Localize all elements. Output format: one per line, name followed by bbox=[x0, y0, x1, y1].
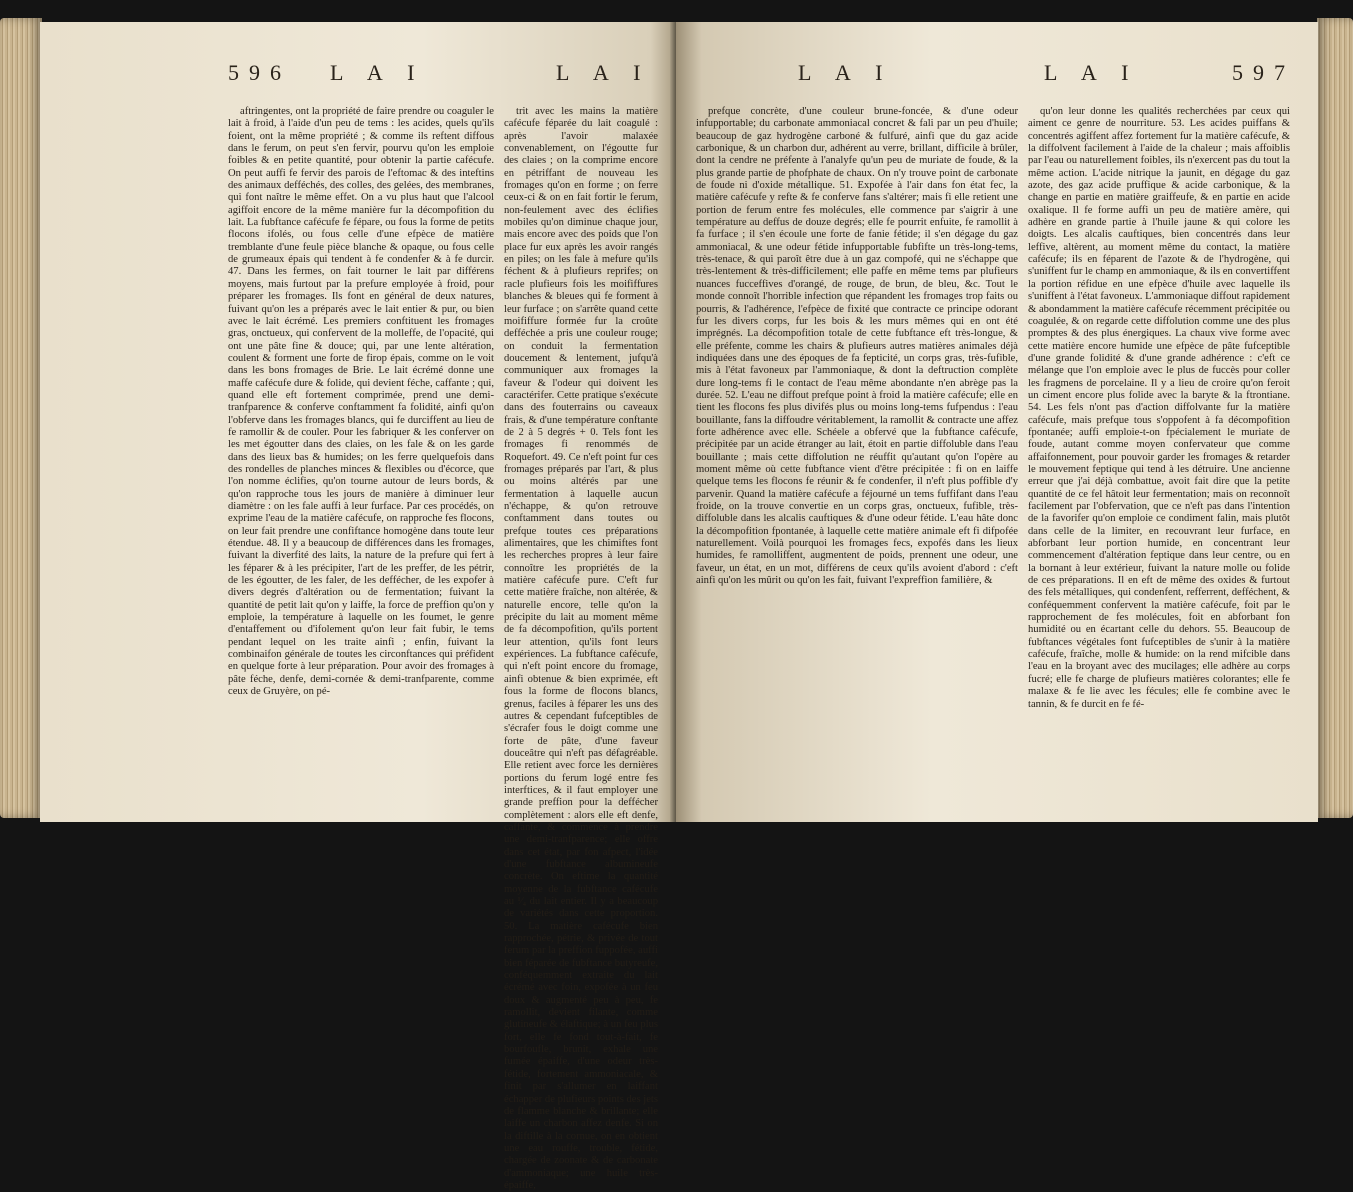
left-column-1 bbox=[228, 106, 494, 699]
left-column-2-text: trit avec les mains la matière cafécufe féparée du lait coagulé : après l'avoir malaxée convenablement, on l'égoutte fur des claies ; on la comprime encore en pétriffant de nouveau les fromages qu'on en forme ; on ferre ceux-ci & on en fait fortir le ferum, non-feulement avec des éclifies mobiles qu'on diminue chaque jour, mais encore avec des poids que l'on place fur eux après les avoir rangés en piles; on les fale à mefure qu'ils féchent & à plufieurs reprifes; on racle plufieurs fois les moififfures blanches & bleues qui fe forment à leur furface ; on s'arrête quand cette moififfure formée fur la croûte defféchée a pris une couleur rouge; on conduit la fermentation doucement & lentement, jufqu'à communiquer aux fromages la faveur & l'odeur qui doivent les caractérifer. Cette pratique s'exécute dans des fouterrains ou caveaux frais, & d'une température conftante de 2 à 5 degrés + 0. Tels font les fromages fi renommés de Roquefort. 49. Ce n'eft point fur ces fromages préparés par l'art, & plus ou moins altérés par une fermentation à laquelle aucun n'échappe, & qu'on retrouve conftamment dans toutes ou prefque toutes ces préparations alimentaires, que les chimiftes font les recherches propres à leur faire connoître les propriétés de la matière cafécufe pure. C'eft fur cette matière fraîche, non altérée, & naturelle encore, telle qu'on la précipite du lait au moment même de fa décompofition, qu'ils portent leur attention, qu'ils font leurs expériences. La fubftance cafécufe, qui n'eft point encore du fromage, ainfi obtenue & bien exprimée, eft fous la forme de flocons blancs, grenus, faciles à féparer les uns des autres & cependant fufceptibles de s'écrafer fous le doigt comme une forte de pâte, d'une faveur douceâtre qui n'eft pas défagréable. Elle retient avec force les dernières portions du ferum logé entre fes interftices, & il faut employer une grande preffion pour la deffécher complètement : alors elle eft denfe, caffante, & commence à prendre une demi-tranfparence; elle offre dans cet état, par fon afpect, l'idée d'une fubftance albumineufe concrète. On eftime la quantité moyenne de la fubftance cafécufe au ¹⁄₄ du lait entier. Il y a beaucoup de variétés dans cette proportion. 50. La matière cafécufe bien rapprochée, pétrie, & privée de tout ferum par la preffion fuppofée, auffi bien féparée de fubftance butyreufe, conféquemment extraite du lait écrémé avec foin, expofée à un feu doux & augmenté peu à peu, fe ramollit, devient filante, comme glutineufe & élaftique; à un feu plus fort, elle fe fond tout-à-fait, fe bourfoufle, brunit, exhale une fumée épaiffe, d'une odeur très-fétide, fortement ammoniacale, & finit par s'allumer en laiffant échapper de plufieurs points des jets de flamme blanche & brillante; elle laiffe un charbon affez denfe. Si on la diftille à la cornue, on en obtient une eau rouffe, trouble, fétide, chargée de zoonate & de carbonate d'ammoniaque; une huile très-épaiffe, bbox=[504, 106, 658, 1191]
right-head-right: L A I bbox=[1044, 60, 1139, 85]
right-column-1-text: prefque concrète, d'une couleur brune-foncée, & d'une odeur infupportable; du carbonate ammoniacal concret & fali par un peu d'huile; beaucoup de gaz hydrogène carboné & fulfuré, ainfi que du gaz acide carbonique, & un charbon dur, adhérent au verre, brillant, difficile à brûler, dont la cendre ne préfente à l'analyfe qu'un peu de muriate de foude, & la plus grande partie de phofphate de chaux. On n'y trouve point de carbonate de foude ni d'oxide métallique. 51. Expofée à l'air dans fon état fec, la matière cafécufe y refte & fe conferve fans s'altérer; mais fi elle retient une portion de ferum entre fes molécules, elle commence par s'aigrir à une température au deffus de douze degrés; elle fe pourrit enfuite, fe ramollit à fa furface ; il s'en écoule une forte de fanie fétide; il s'en dégage du gaz ammoniacal, & une odeur fétide infupportable fubfifte un très-long-tems, très-tenace, & qui paroît être due à un gaz compofé, qui ne s'échappe que très-lentement & très-difficilement; elle paffe en même tems par plufieurs nuances fucceffives d'orangé, de rouge, de brun, de bleu, &c. Tout le monde connoît l'horrible infection que répandent les fromages trop faits ou pourris, & l'adhérence, l'efpèce de fixité que contracte ce principe odorant fur les divers corps, fur les bois & les murs mêmes qui en ont été imprégnés. La décompofition totale de cette fubftance eft très-longue, & elle préfente, comme les chairs & plufieurs autres matières animales déjà indiquées dans une des époques de fa fepticité, un corps gras, très-fufible, mis à l'état favoneux par l'ammoniaque, & dont la deftruction complète dure long-tems fi le contact de l'eau même abondante n'en abrège pas la durée. 52. L'eau ne diffout prefque point à froid la matière cafécufe; elle en tient les flocons fes plus divifés plus ou moins long-tems fufpendus : l'eau bouillante, fans la diffoudre véritablement, la ramollit & contracte une affez forte adhérence avec elle. Schéele a obfervé que la fubftance cafécufe, précipitée par un acide étranger au lait, étoit en partie diffoluble dans l'eau bouillante ; mais cette diffolution ne réuffit qu'autant qu'on l'opère au moment même où cette fubftance vient d'être précipitée : fi on en laiffe quelque tems les flocons fe réunir & fe condenfer, il n'eft plus poffible d'y parvenir. Quand la matière cafécufe a féjourné un tems fuffifant dans l'eau froide, on la trouve convertie en un corps gras, onctueux, fufible, très-diffoluble dans les alcalis cauftiques & d'une odeur fétide. L'eau hâte donc la décompofition fpontanée, à laquelle cette matière animale eft fi difpofée naturellement. Voilà pourquoi les fromages fecs, expofés dans les lieux humides, fe ramolliffent, augmentent de poids, prennent une odeur, une faveur, un état, en un mot, différens de ceux qu'ils avoient d'abord : c'eft ainfi qu'on les mûrit ou qu'on les fait, fuivant l'expreffion familière, & bbox=[696, 106, 1018, 587]
right-page-block-edge bbox=[1317, 18, 1353, 818]
left-page-block-edge bbox=[0, 18, 42, 818]
left-column-2 bbox=[504, 106, 658, 1192]
right-column-2-text: qu'on leur donne les qualités recherchées par ceux qui aiment ce genre de nourriture. 53. Les acides puiffans & concentrés agiffent affez fortement fur la matière cafécufe, & la diffolvent facilement à l'aide de la chaleur ; mais affoiblis par l'eau ou naturellement foibles, ils n'exercent pas du tout la même action. L'acide nitrique la jaunit, en dégage du gaz azote, des gaz acide pruffique & acide carbonique, & la change en partie en matière graiffeufe, & en partie en acide oxalique. Il fe forme auffi un peu de matière amère, qui adhère en grande partie à l'huile jaune & qui colore les doigts. Les alcalis cauftiques, bien concentrés dans leur leffive, altèrent, au moment même du contact, la matière cafécufe; ils en féparent de l'azote & de l'hydrogène, qui s'uniffent fur le champ en ammoniaque, & ils en convertiffent la portion réfidue en une efpèce d'huile avec laquelle ils s'uniffent à l'état favoneux. L'ammoniaque diffout rapidement & abondamment la matière cafécufe récemment précipitée ou coagulée, & on regarde cette diffolution comme une des plus promptes & des plus énergiques. La chaux vive forme avec cette matière encore humide une efpèce de pâte fufceptible d'une grande folidité & d'une grande adhérence : c'eft ce mélange que l'on emploie avec le plus de fuccès pour coller les fragmens de porcelaine. Il y a lieu de croire qu'on feroit un ciment encore plus folide avec la baryte & la ftrontiane. 54. Les fels n'ont pas d'action diffolvante fur la matière cafécufe, mais prefque tous s'oppofent à fa décompofition fpontanée; auffi emploie-t-on fpécialement le muriate de foude, autant comme moyen confervateur que comme affaifonnement, pour pouvoir garder les fromages & retarder le mouvement feptique qui tend à les détruire. Une ancienne erreur que j'ai déjà combattue, avoit fait dire que la petite quantité de ce fel hâtoit leur fermentation; mais on reconnoît facilement par l'obfervation, que ce n'eft pas dans l'intention de la favorifer qu'on emploie ce condiment falin, mais plutôt dans celle de la limiter, en recouvrant leur furface, en abforbant leur portion humide, en concentrant leur commencement d'altération feptique dans leur centre, ou en la bornant à leur extérieur, fuivant la nature molle ou folide de ces préparations. Il en eft de même des oxides & furtout des fels métalliques, qui condenfent, refferrent, defféchent, & conféquemment confervent la matière cafécufe, foit par le rapprochement de fes molécules, foit en abforbant fon humidité ou en écartant celle du dehors. 55. Beaucoup de fubftances végétales font fufceptibles de s'unir à la matière cafécufe, fraîche, molle & humide: on la rend mifcible dans l'eau en la broyant avec des mucilages; elle adhère au corps fucré; elle fe charge de plufieurs matières colorantes; elle fe malaxe & fe lie avec les fécules; elle fe combine avec le tannin, & fe durcit en fe fé- bbox=[1028, 106, 1290, 710]
right-page-number: 597 bbox=[1232, 60, 1295, 85]
right-head-left: L A I bbox=[798, 60, 893, 85]
right-page bbox=[676, 22, 1318, 822]
left-head-left: L A I bbox=[330, 60, 425, 85]
right-column-1 bbox=[696, 106, 1018, 587]
left-page-number: 596 bbox=[228, 60, 291, 85]
left-head-right: L A I bbox=[556, 60, 651, 85]
left-page bbox=[40, 22, 676, 1191]
left-column-1-text: aftringentes, ont la propriété de faire prendre ou coaguler le lait à froid, à l'aide d'un peu de tems : les acides, quels qu'ils foient, ont la même propriété ; & comme ils reftent diffous dans le ferum, on peut s'en fervir, pourvu qu'on les emploie foibles & en petite quantité, pour obtenir la partie cafécufe. On peut auffi fe fervir des parois de l'eftomac & des inteftins des animaux defféchés, des colles, des gelées, des membranes, qui font naître le même effet. On a vu plus haut que l'alcool agiffoit encore de la même manière fur la décompofition du lait. La fubftance cafécufe fe fépare, ou fous la forme de petits flocons ifolés, ou fous celle d'une efpèce de matière tremblante d'une feule pièce blanche & opaque, ou fous celle de grumeaux épais qui tendent à fe condenfer & à fe durcir. 47. Dans les fermes, on fait tourner le lait par différens moyens, mais furtout par la prefure employée à froid, pour préparer les fromages. Ils font en général de deux natures, fuivant qu'on les a préparés avec le lait entier & pur, ou bien avec le lait écrémé. Les premiers conftituent les fromages gras, onctueux, qui confervent de la molleffe, de l'opacité, qui ont une pâte fine & douce; qui, par une lente altération, coulent & forment une forte de firop épais, comme on le voit dans les bons fromages de Brie. Le lait écrémé donne une maffe cafécufe dure & folide, qui devient féche, caffante ; qui, quand elle eft fortement comprimée, prend une demi-tranfparence & conferve conftamment fa folidité, ainfi qu'on l'obferve dans les fromages blancs, qui fe durciffent au lieu de fe ramollir & de couler. Pour les fabriquer & les conferver on les met égoutter dans des claies, on les fale & on les garde dans des lieux bas & humides; on les ferre quelquefois dans des rondelles de planches minces & flexibles ou d'écorce, que l'on nomme éclifies, qu'on tourne autour de leurs bords, & qu'on rapproche tous les jours de manière à diminuer leur diamètre : on les fale auffi à leur furface. Par ces procédés, on exprime l'eau de la matière cafécufe, on rapproche fes flocons, on leur fait prendre une confiftance homogène dans toute leur étendue. 48. Il y a beaucoup de différences dans les fromages, fuivant la diverfité des laits, la nature de la prefure qui fert à les féparer & à les précipiter, l'art de les preffer, de les pétrir, de les égoutter, de les faler, de les deffécher, de les expofer à divers degrés d'altération ou de fermentation; fuivant la quantité de petit lait qu'on y laiffe, la force de preffion qu'on y emploie, la température à laquelle on les foumet, le genre d'entaffement ou d'ifolement qu'on leur fait fubir, le tems pendant lequel on les traite ainfi ; enfin, fuivant la combinaifon générale de toutes les circonftances qui préfident en quelque forte à leur préparation. Pour avoir des fromages à pâte féche, denfe, demi-cornée & demi-tranfparente, comme ceux de Gruyère, on pé- bbox=[228, 106, 494, 698]
right-column-2 bbox=[1028, 106, 1290, 711]
